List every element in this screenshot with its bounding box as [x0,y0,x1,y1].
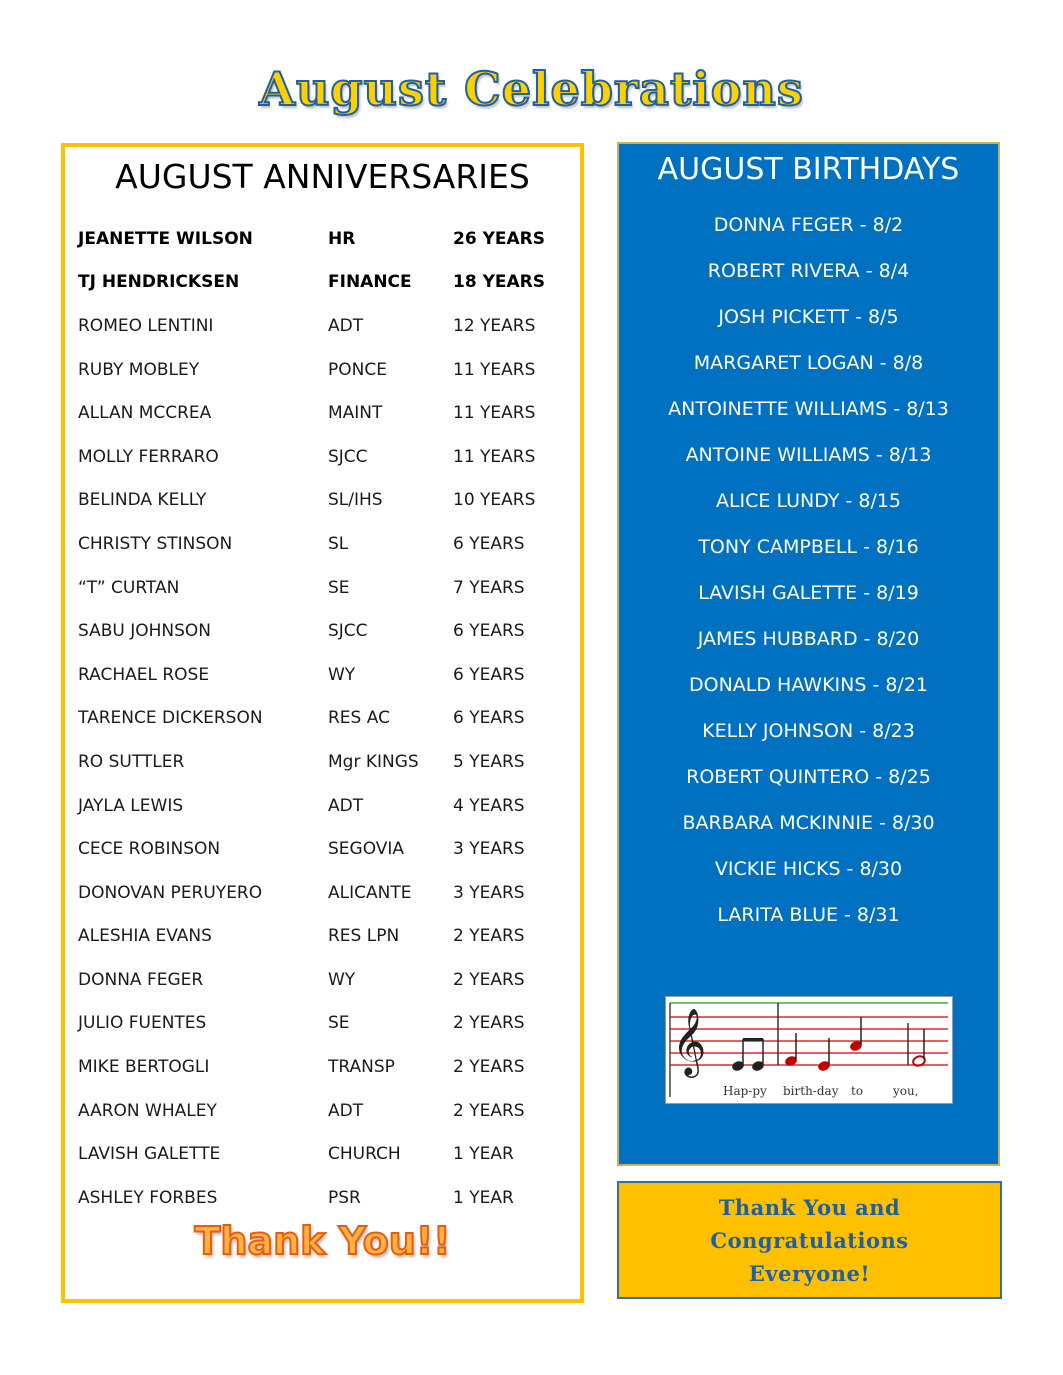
anniversary-years: 7 YEARS [453,577,525,598]
anniversary-department: WY [328,969,356,990]
anniversary-years: 1 YEAR [453,1144,514,1165]
anniversary-name: TJ HENDRICKSEN [78,272,240,293]
birthdays-panel [617,142,1000,1166]
anniversary-name: AARON WHALEY [78,1100,217,1121]
treble-clef-icon: 𝄞 [672,1007,707,1075]
congrats-line: Everyone! [748,1260,871,1286]
birthday-item: ROBERT RIVERA - 8/4 [707,260,910,282]
birthday-item: TONY CAMPBELL - 8/16 [698,536,919,558]
birthday-item: ROBERT QUINTERO - 8/25 [686,766,931,788]
anniversary-years: 4 YEARS [453,795,525,816]
anniversaries-panel [61,143,584,1303]
note-beam [743,1038,763,1041]
anniversary-department: SEGOVIA [328,839,405,860]
anniversary-years: 2 YEARS [453,1057,525,1078]
anniversary-years: 6 YEARS [453,533,525,554]
anniversary-row [78,609,545,653]
anniversary-department: PSR [328,1187,361,1208]
anniversary-name: LAVISH GALETTE [78,1144,221,1165]
anniversary-row [78,261,545,305]
lyric-word: to [851,1084,864,1098]
birthday-item: ANTOINETTE WILLIAMS - 8/13 [668,398,949,420]
birthday-item: LARITA BLUE - 8/31 [717,904,900,926]
anniversary-name: MOLLY FERRARO [78,446,219,467]
anniversary-department: SL/IHS [328,490,383,511]
anniversary-name: JULIO FUENTES [78,1013,207,1034]
birthdays-list [619,202,998,938]
birthday-item: MARGARET LOGAN - 8/8 [693,352,924,374]
anniversary-department: PONCE [328,359,387,380]
anniversary-department: HR [328,228,356,249]
anniversary-years: 3 YEARS [453,882,525,903]
anniversary-department: MAINT [328,403,383,424]
anniversary-years: 11 YEARS [453,359,536,380]
anniversary-row [78,697,545,741]
anniversary-name: JAYLA LEWIS [78,795,184,816]
congrats-line: Thank You and [718,1194,901,1220]
congratulations-box [617,1181,1002,1299]
thank-you-text: Thank You!! [194,1219,451,1263]
anniversary-years: 10 YEARS [453,490,536,511]
anniversary-department: SE [328,1013,350,1034]
anniversary-row [78,348,545,392]
anniversary-department: ADT [328,795,364,816]
anniversary-row [78,1089,545,1133]
anniversary-name: DONOVAN PERUYERO [78,882,263,903]
anniversary-department: FINANCE [328,272,412,293]
anniversary-department: ADT [328,315,364,336]
music-staff-illustration [666,997,952,1103]
anniversary-years: 6 YEARS [453,708,525,729]
anniversary-department: Mgr KINGS [328,751,419,772]
birthday-item: LAVISH GALETTE - 8/19 [698,582,919,604]
anniversary-row [78,566,545,610]
birthday-item: JAMES HUBBARD - 8/20 [697,628,920,650]
anniversary-department: ADT [328,1100,364,1121]
anniversary-row [78,391,545,435]
anniversary-years: 26 YEARS [453,228,545,249]
anniversary-name: RACHAEL ROSE [78,664,210,685]
anniversary-years: 6 YEARS [453,664,525,685]
anniversary-department: CHURCH [328,1144,401,1165]
birthday-item: ANTOINE WILLIAMS - 8/13 [685,444,932,466]
anniversary-department: RES AC [328,708,390,729]
birthdays-heading: AUGUST BIRTHDAYS [657,152,960,187]
anniversary-department: SE [328,577,350,598]
anniversary-row [78,1176,545,1220]
anniversary-years: 2 YEARS [453,926,525,947]
birthday-item: ALICE LUNDY - 8/15 [715,490,902,512]
anniversary-row [78,1002,545,1046]
anniversary-years: 2 YEARS [453,1100,525,1121]
anniversary-department: SJCC [328,446,368,467]
anniversary-years: 3 YEARS [453,839,525,860]
anniversary-row [78,871,545,915]
anniversary-row [78,827,545,871]
birthday-item: BARBARA MCKINNIE - 8/30 [682,812,935,834]
anniversary-row [78,1132,545,1176]
anniversary-row [78,958,545,1002]
lyric-word: you, [893,1084,919,1098]
anniversary-department: SJCC [328,621,368,642]
congratulations-text [680,1191,940,1290]
anniversary-row [78,522,545,566]
anniversary-department: WY [328,664,356,685]
anniversary-years: 2 YEARS [453,1013,525,1034]
birthday-item: VICKIE HICKS - 8/30 [714,858,903,880]
anniversary-years: 18 YEARS [453,272,545,293]
anniversary-name: RO SUTTLER [78,751,185,772]
anniversary-name: TARENCE DICKERSON [78,708,263,729]
anniversary-name: DONNA FEGER [78,969,204,990]
anniversary-row [78,915,545,959]
birthday-item: DONALD HAWKINS - 8/21 [688,674,929,696]
happy-birthday-sheet-music [665,996,953,1104]
anniversary-years: 5 YEARS [453,751,525,772]
anniversary-years: 11 YEARS [453,403,536,424]
anniversary-row [78,784,545,828]
anniversaries-heading: AUGUST ANNIVERSARIES [115,157,530,196]
anniversary-years: 11 YEARS [453,446,536,467]
lyric-word: Hap-py [723,1084,767,1098]
anniversary-name: JEANETTE WILSON [78,228,253,249]
anniversary-name: ALESHIA EVANS [78,926,212,947]
anniversary-years: 1 YEAR [453,1187,514,1208]
anniversary-name: ASHLEY FORBES [78,1187,218,1208]
anniversary-years: 2 YEARS [453,969,525,990]
anniversary-name: ROMEO LENTINI [78,315,214,336]
anniversary-name: CHRISTY STINSON [78,533,233,554]
anniversary-name: SABU JOHNSON [78,621,212,642]
anniversary-department: RES LPN [328,926,400,947]
birthday-item: KELLY JOHNSON - 8/23 [702,720,915,742]
anniversary-name: MIKE BERTOGLI [78,1057,210,1078]
anniversaries-list [78,217,545,1220]
birthday-item: JOSH PICKETT - 8/5 [718,306,899,328]
anniversary-name: ALLAN MCCREA [78,403,212,424]
anniversary-row [78,479,545,523]
anniversary-department: TRANSP [328,1057,395,1078]
music-notes [731,1017,926,1072]
birthday-item: DONNA FEGER - 8/2 [713,214,904,236]
anniversary-name: RUBY MOBLEY [78,359,200,380]
page-title: August Celebrations [259,62,804,116]
anniversary-row [78,435,545,479]
anniversary-years: 6 YEARS [453,621,525,642]
anniversary-department: ALICANTE [328,882,412,903]
anniversary-row [78,740,545,784]
anniversary-department: SL [328,533,349,554]
anniversary-years: 12 YEARS [453,315,536,336]
anniversary-row [78,1045,545,1089]
anniversary-name: BELINDA KELLY [78,490,207,511]
lyric-word: birth-day [783,1084,839,1098]
anniversary-name: CECE ROBINSON [78,839,221,860]
anniversary-row [78,217,545,261]
congrats-line: Congratulations [710,1227,909,1253]
anniversary-name: “T” CURTAN [78,577,180,598]
anniversary-row [78,653,545,697]
anniversary-row [78,304,545,348]
